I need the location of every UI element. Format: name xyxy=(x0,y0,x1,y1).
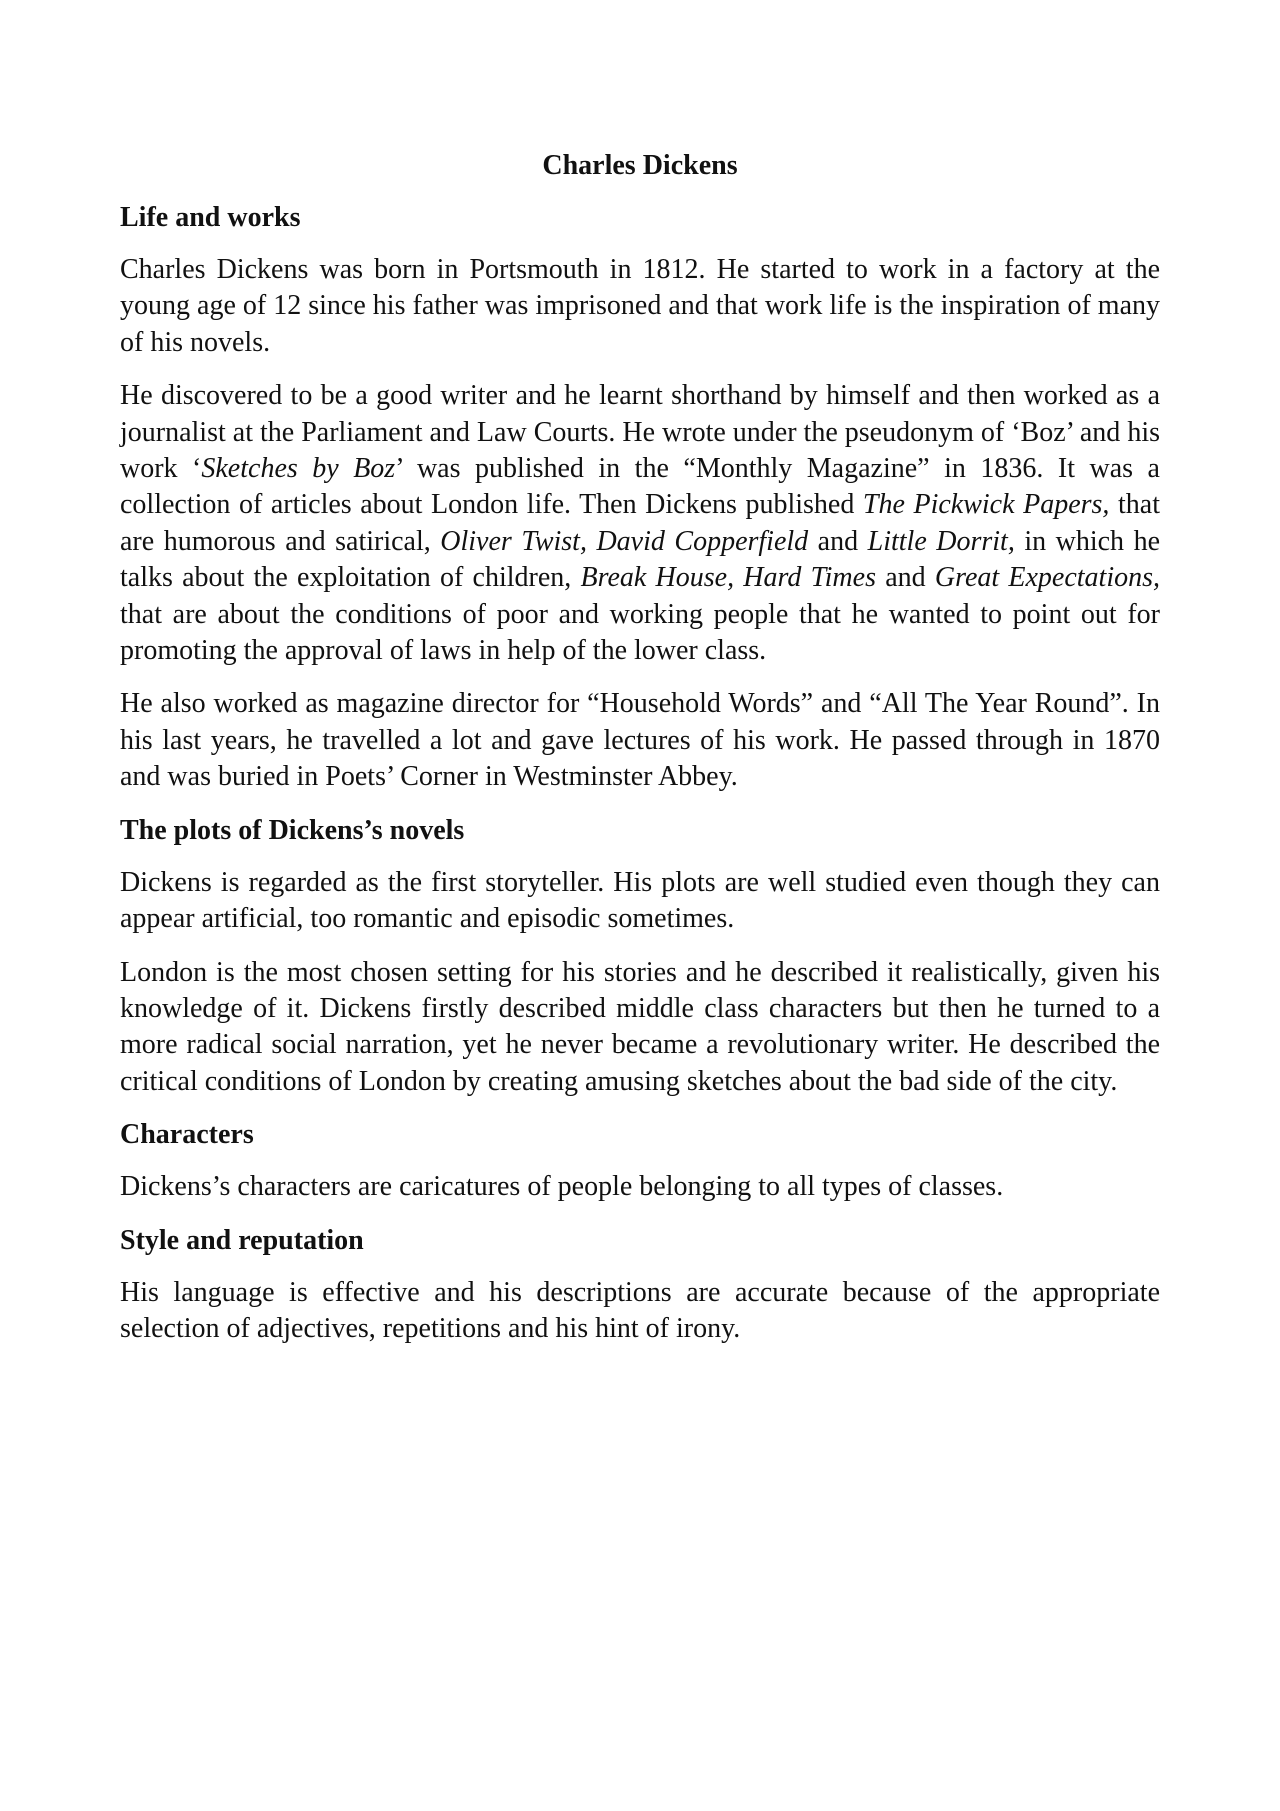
document-body xyxy=(120,148,1160,1364)
text-run: in which he talks about the exploitation of children, xyxy=(120,525,1160,594)
section-heading: Characters xyxy=(120,1119,254,1151)
document-title: Charles Dickens xyxy=(542,150,738,181)
section-style-and-reputation xyxy=(120,1223,1160,1348)
text-run: London is the most chosen setting for his stories and he described it realistically, given his knowledge of it. Dickens firstly described middle class characters but then he turned to a more radical social narration, yet he never became a revolutionary writer. He described the critical conditions of London by creating amusing sketches about the bad side of the city. xyxy=(120,956,1160,1097)
section-characters xyxy=(120,1117,1160,1205)
text-run: Charles Dickens was born in Portsmouth in 1812. He started to work in a factory at the young age of 12 since his father was imprisoned and that work life is the inspiration of many of his novels. xyxy=(120,254,1160,358)
section-heading: Style and reputation xyxy=(120,1224,364,1256)
italic-title: Break House, Hard Times xyxy=(580,562,876,594)
text-run: that are about the conditions of poor and working people that he wanted to point out for promoting the approval of laws in help of the lower class. xyxy=(120,598,1160,667)
paragraph xyxy=(120,378,1160,669)
italic-title: Great Expectations, xyxy=(934,562,1160,594)
text-run: He also worked as magazine director for “Household Words” and “All The Year Round”. In his last years, he travelled a lot and gave lectures of his work. He passed through in 1870 and was buried in Poets’ Corner in Westminster Abbey. xyxy=(120,688,1160,793)
paragraph xyxy=(120,1275,1160,1348)
paragraph xyxy=(120,252,1160,361)
italic-title: Sketches by Boz xyxy=(201,453,396,485)
paragraph xyxy=(120,865,1160,938)
italic-title: The Pickwick Papers, xyxy=(862,489,1110,521)
section-plots xyxy=(120,813,1160,1100)
italic-title: Oliver Twist, David Copperfield xyxy=(440,525,809,557)
paragraph xyxy=(120,1169,1160,1205)
section-heading: The plots of Dickens’s novels xyxy=(120,814,465,846)
text-run: Dickens’s characters are caricatures of people belonging to all types of classes. xyxy=(120,1171,1004,1203)
text-run: and xyxy=(808,525,868,557)
text-run: that are humorous and satirical, xyxy=(120,489,1160,557)
section-life-and-works xyxy=(120,200,1160,796)
section-heading: Life and works xyxy=(120,202,301,233)
text-run: Dickens is regarded as the first storyteller. His plots are well studied even though they can appear artificial, too romantic and episodic sometimes. xyxy=(120,866,1160,935)
paragraph xyxy=(120,686,1160,795)
text-run: ’ was published in the “Monthly Magazine” in 1836. It was a collection of articles about London life. Then Dickens published xyxy=(120,453,1160,521)
text-run: His language is effective and his descriptions are accurate because of the appropriate selection of adjectives, repetitions and his hint of irony. xyxy=(120,1276,1160,1344)
text-run: and xyxy=(875,562,935,594)
italic-title: Little Dorrit, xyxy=(867,525,1015,557)
paragraph xyxy=(120,955,1160,1101)
text-run: He discovered to be a good writer and he learnt shorthand by himself and then worked as a journalist at the Parliament and Law Courts. He wrote under the pseudonym of ‘Boz’ and his work ‘ xyxy=(120,380,1160,485)
